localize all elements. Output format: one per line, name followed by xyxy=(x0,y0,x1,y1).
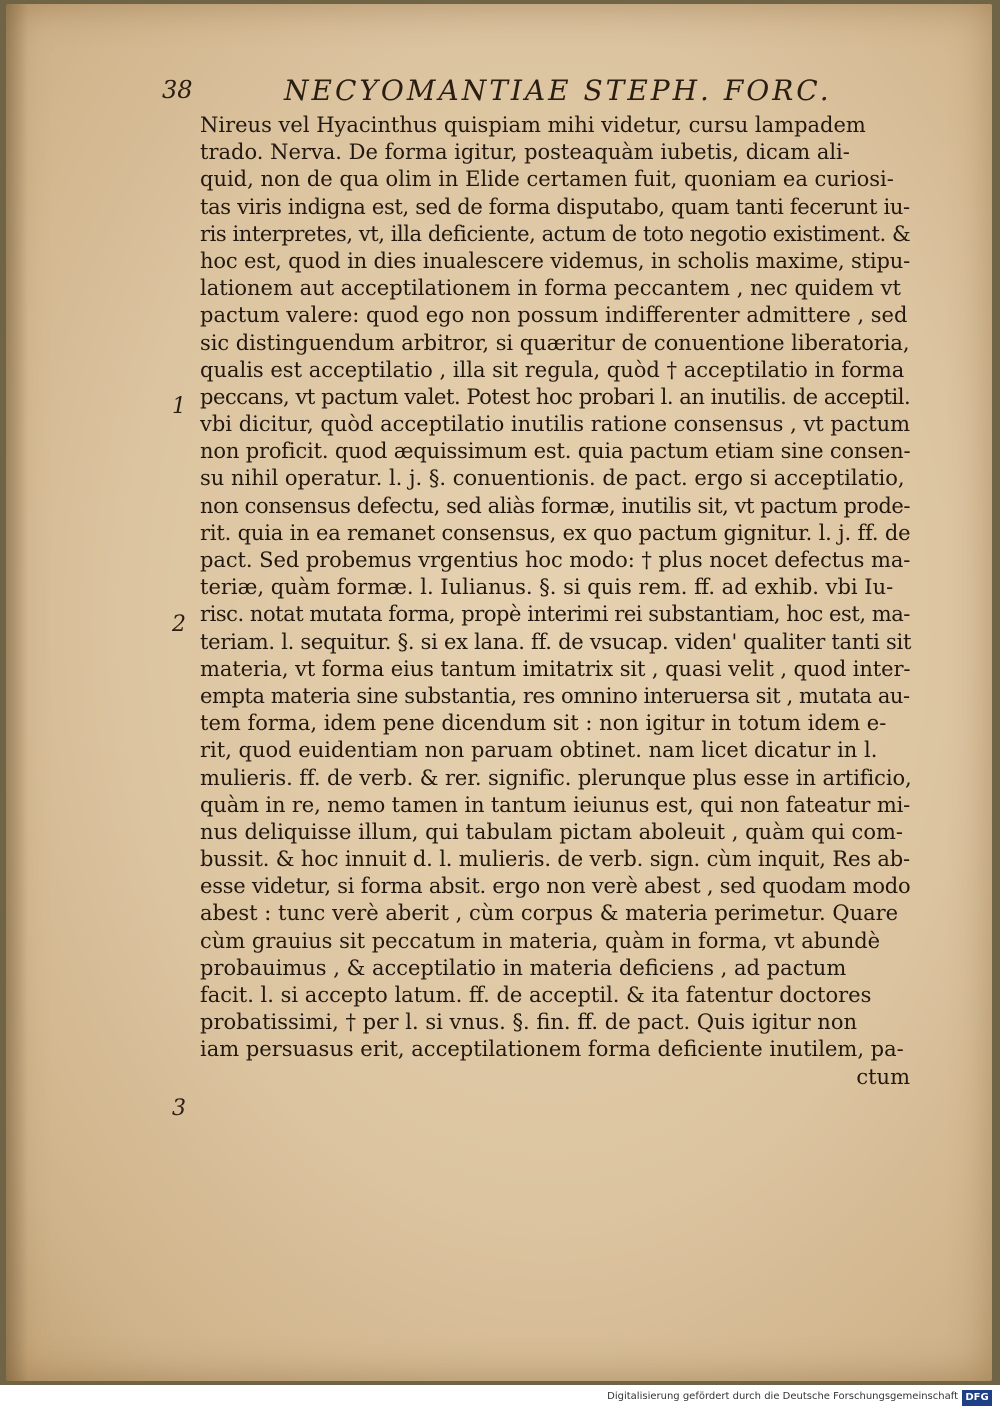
text-line-33: facit. l. si accepto latum. ff. de acceptil. & ita fatentur doctores xyxy=(200,983,872,1007)
text-line-25: mulieris. ff. de verb. & rer. signific. plerunque plus esse in artificio, xyxy=(200,765,912,790)
text-line-11: peccans, vt pactum valet. Potest hoc probari l. an inutilis. de acceptil. xyxy=(200,384,911,409)
text-line-17: pact. Sed probemus vrgentius hoc modo: † plus nocet defectus ma- xyxy=(200,548,911,572)
text-line-28: bussit. & hoc innuit d. l. mulieris. de verb. sign. cùm inquit, Res ab- xyxy=(200,847,910,872)
body-text xyxy=(200,112,910,1091)
text-line-22: empta materia sine substantia, res omnino interuersa sit , mutata au- xyxy=(200,683,910,708)
margin-note-2: 2 xyxy=(172,612,186,637)
text-line-20: teriam. l. sequitur. §. si ex lana. ff. de vsucap. viden' qualiter tanti sit xyxy=(200,629,912,654)
text-line-29: esse videtur, si forma absit. ergo non verè abest , sed quodam modo xyxy=(200,874,911,899)
text-line-12: vbi dicitur, quòd acceptilatio inutilis ratione consensus , vt pactum xyxy=(200,412,911,437)
text-line-18: teriæ, quàm formæ. l. Iulianus. §. si quis rem. ff. ad exhib. vbi Iu- xyxy=(200,575,894,600)
catchword: ctum xyxy=(856,1064,910,1089)
text-line-27: nus deliquisse illum, qui tabulam pictam aboleuit , quàm qui com- xyxy=(200,819,903,844)
text-line-9: sic distinguendum arbitror, si quæritur de conuentione liberatoria, xyxy=(200,330,910,355)
text-line-2: trado. Nerva. De forma igitur, posteaquàm iubetis, dicam ali- xyxy=(200,140,850,165)
text-line-13: non proficit. quod æquissimum est. quia pactum etiam sine consen- xyxy=(200,439,911,464)
text-line-32: probauimus , & acceptilatio in materia deficiens , ad pactum xyxy=(200,955,847,980)
page-gutter-shadow xyxy=(6,4,28,1381)
margin-note-3: 3 xyxy=(172,1096,186,1121)
funding-credit: Digitalisierung gefördert durch die Deutsche Forschungsgemeinschaft xyxy=(607,1391,958,1402)
text-line-3: quid, non de qua olim in Elide certamen fuit, quoniam ea curiosi- xyxy=(200,167,894,192)
text-line-10: qualis est acceptilatio , illa sit regula, quòd † acceptilatio in forma xyxy=(200,357,905,382)
text-line-7: lationem aut acceptilationem in forma peccantem , nec quidem vt xyxy=(200,276,901,301)
footer-bar xyxy=(0,1385,1000,1412)
text-line-34: probatissimi, † per l. si vnus. §. fin. ff. de pact. Quis igitur non xyxy=(200,1010,857,1035)
text-line-30: abest : tunc verè aberit , cùm corpus & materia perimetur. Quare xyxy=(200,901,899,926)
text-line-8: pactum valere: quod ego non possum indifferenter admittere , sed xyxy=(200,303,908,328)
page-header xyxy=(162,74,862,110)
text-line-23: tem forma, idem pene dicendum sit : non igitur in totum idem e- xyxy=(200,711,887,736)
text-line-6: hoc est, quod in dies inualescere videmus, in scholis maxime, stipu- xyxy=(200,248,911,273)
text-line-14: su nihil operatur. l. j. §. conuentionis. de pact. ergo si acceptilatio, xyxy=(200,466,905,491)
text-line-16: rit. quia in ea remanet consensus, ex quo pactum gignitur. l. j. ff. de xyxy=(200,520,911,545)
text-line-4: tas viris indigna est, sed de forma disputabo, quam tanti fecerunt iu- xyxy=(200,194,910,219)
text-line-31: cùm grauius sit peccatum in materia, quàm in forma, vt abundè xyxy=(200,928,881,953)
dfg-logo[interactable]: DFG xyxy=(962,1390,992,1406)
text-line-1: Nireus vel Hyacinthus quispiam mihi videtur, cursu lampadem xyxy=(200,113,866,137)
page-number: 38 xyxy=(162,76,193,104)
running-title: NECYOMANTIAE STEPH. FORC. xyxy=(284,74,832,107)
text-line-5: ris interpretes, vt, illa deficiente, actum de toto negotio existiment. & xyxy=(200,221,911,246)
text-line-26: quàm in re, nemo tamen in tantum ieiunus est, qui non fateatur mi- xyxy=(200,792,911,817)
text-line-24: rit, quod euidentiam non paruam obtinet. nam licet dicatur in l. xyxy=(200,738,878,763)
text-line-21: materia, vt forma eius tantum imitatrix sit , quasi velit , quod inter- xyxy=(200,656,911,681)
text-line-15: non consensus defectu, sed aliàs formæ, inutilis sit, vt pactum prode- xyxy=(200,493,911,518)
text-line-35: iam persuasus erit, acceptilationem forma deficiente inutilem, pa- xyxy=(200,1037,904,1062)
text-line-19: risc. notat mutata forma, propè interimi rei substantiam, hoc est, ma- xyxy=(200,602,910,627)
margin-note-1: 1 xyxy=(172,394,186,419)
